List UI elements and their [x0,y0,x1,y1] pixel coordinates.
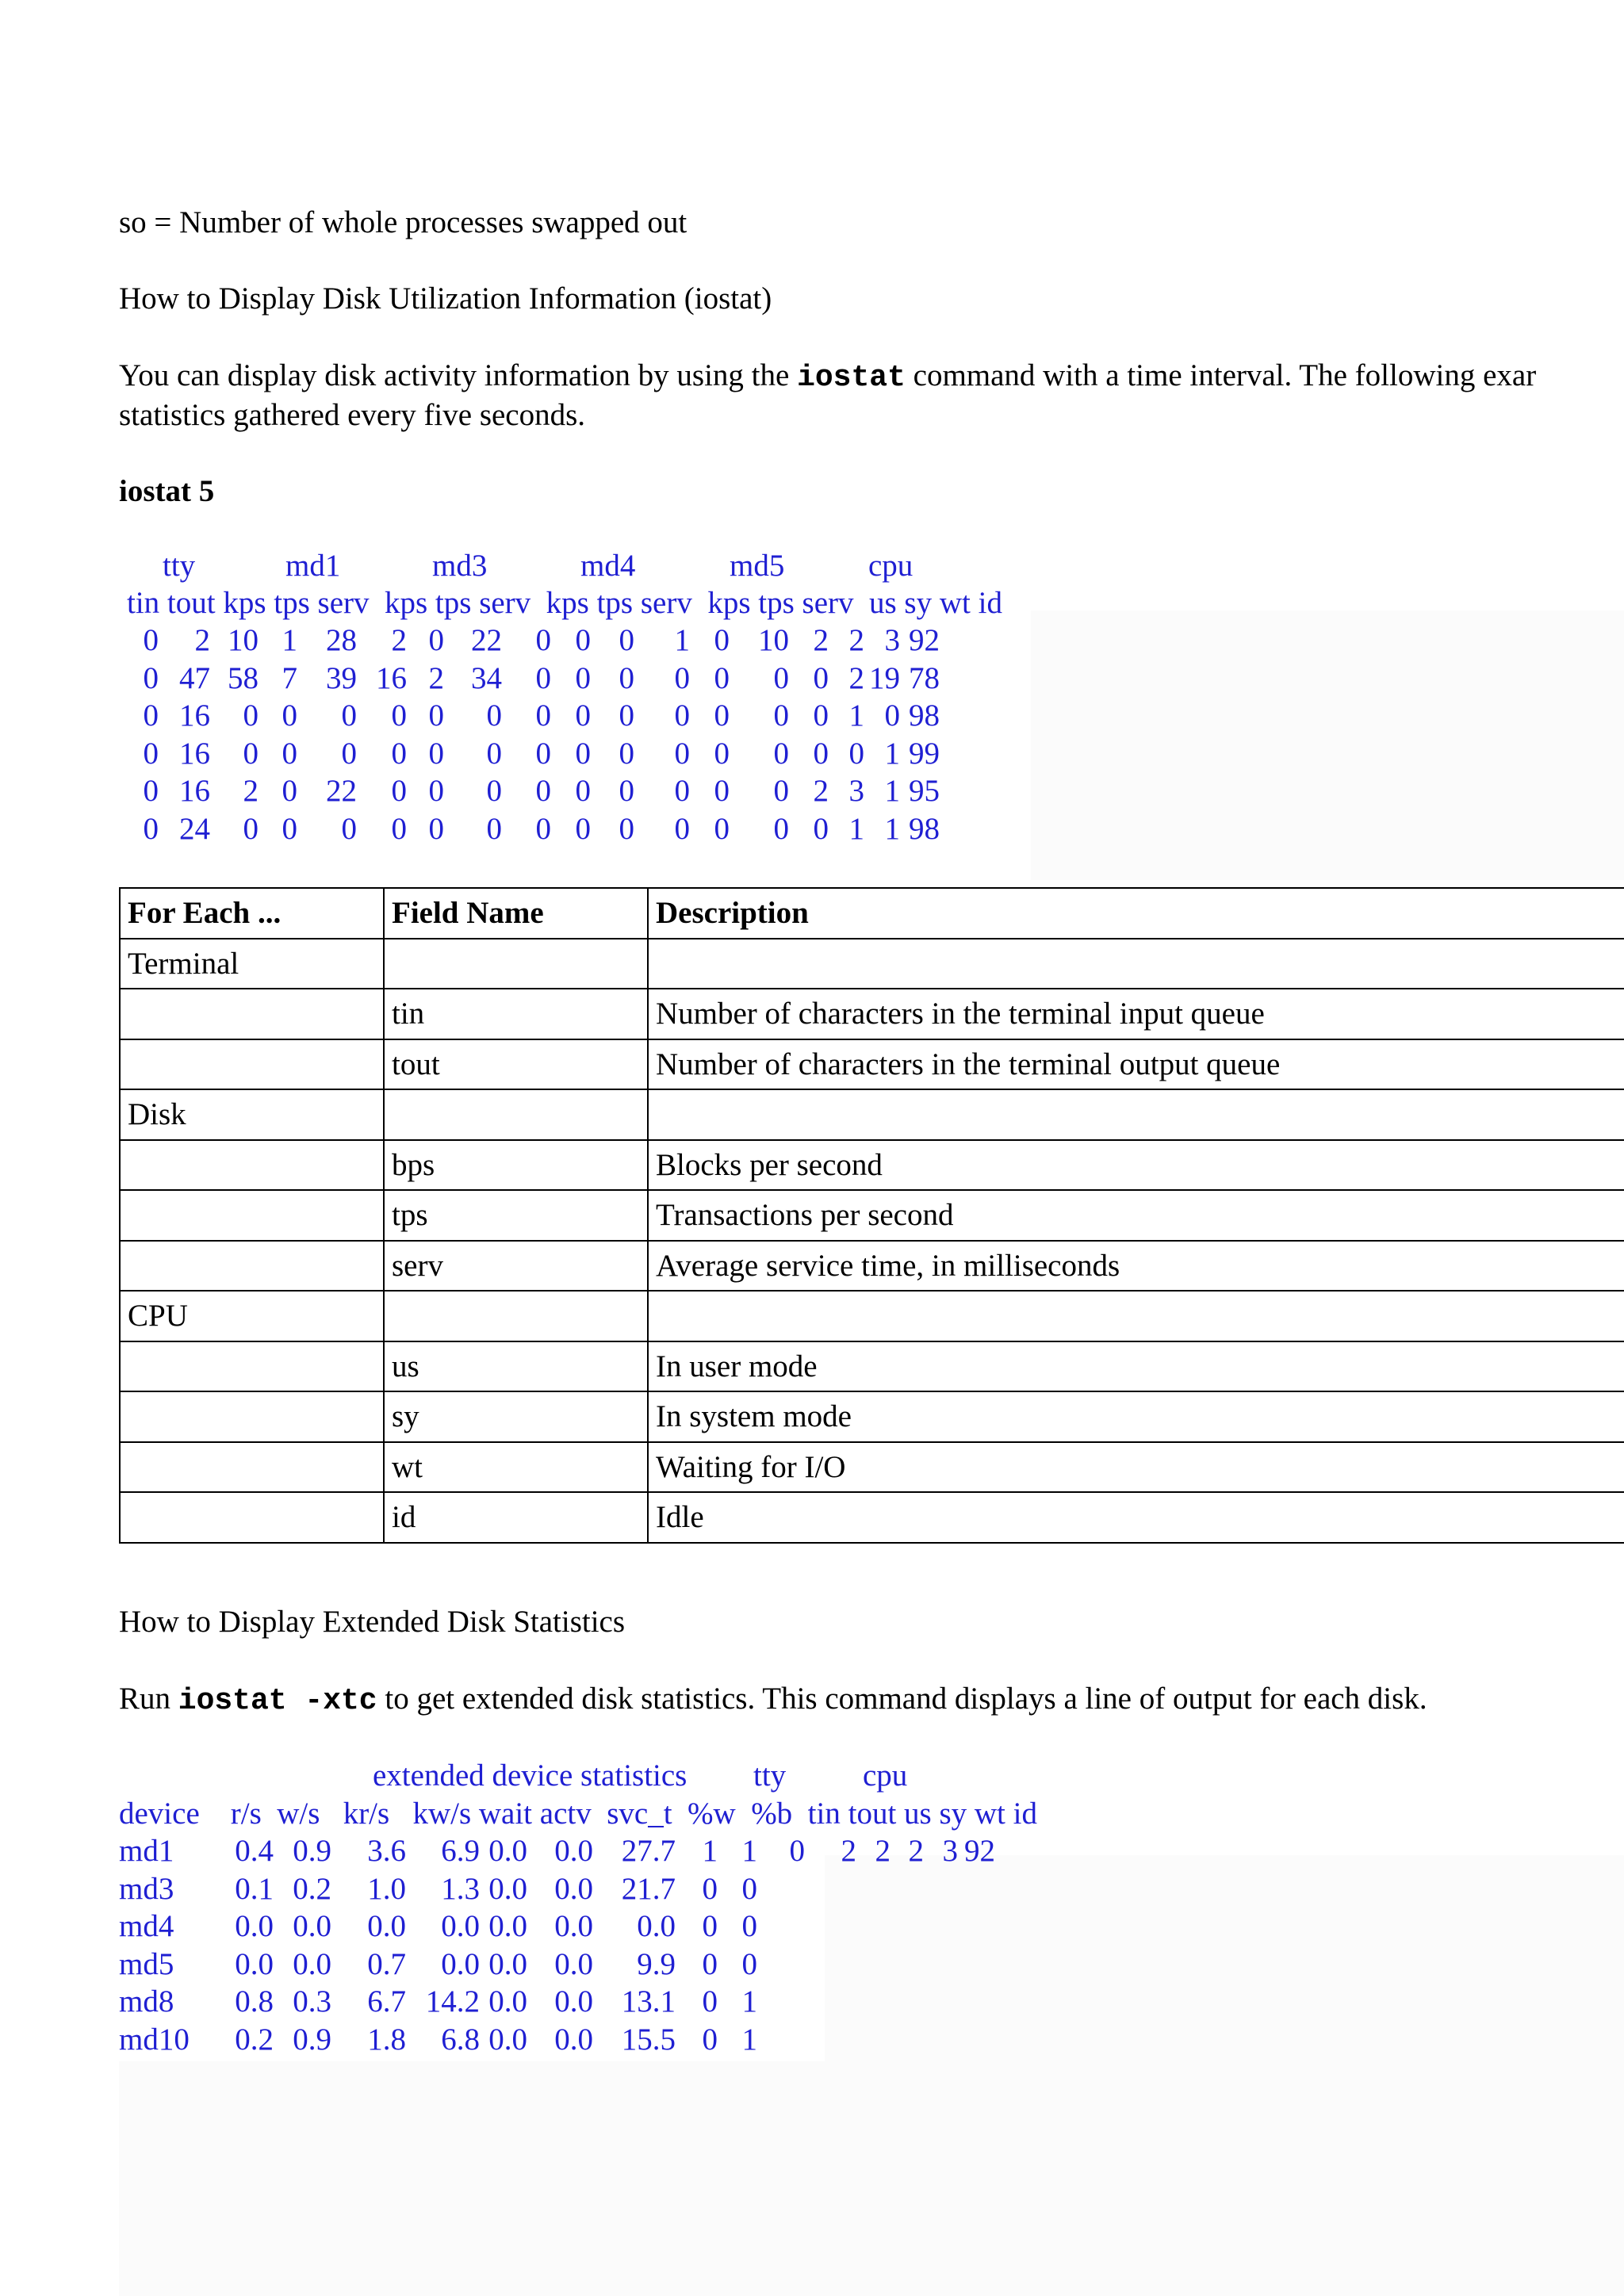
extended-cell: 0.0 [293,1946,331,1981]
cell-description: Number of characters in the terminal output queue [648,1039,1624,1090]
cell-description [648,1089,1624,1140]
iostat-cell: 0 [575,736,591,771]
iostat-cell: 1 [848,811,864,846]
cell-category [120,1190,384,1241]
extended-cell: 3 [942,1834,958,1868]
extended-device-name: md8 [119,1984,174,2019]
cell-description: Idle [648,1492,1624,1543]
cell-field-name [384,939,648,989]
heading-disk-utilization: How to Display Disk Utilization Information (iostat) [119,281,772,316]
extended-cell: 0.0 [293,1909,331,1943]
iostat-cell: 0 [341,811,357,846]
iostat-cell: 0 [143,774,159,808]
iostat-cell: 0 [282,811,297,846]
table-row [120,1039,1624,1090]
extended-cell: 1.8 [367,2022,406,2057]
extended-cell: 2 [908,1834,924,1868]
extended-cell: 0.7 [367,1946,406,1981]
iostat-cell: 0 [486,736,502,771]
shade-bottom [119,2061,1624,2296]
cell-description: In user mode [648,1341,1624,1392]
cell-field-name: wt [384,1442,648,1493]
extended-cell: 3.6 [367,1834,406,1868]
inline-command-iostat-xtc: iostat -xtc [178,1684,377,1718]
table-row [120,939,1624,989]
iostat-cell: 0 [714,811,730,846]
iostat-cell: 0 [391,736,407,771]
table-row [120,1341,1624,1392]
extended-device-name: md10 [119,2022,190,2057]
cell-field-name [384,1089,648,1140]
extended-cell: 1.0 [367,1871,406,1906]
cell-field-name: tin [384,989,648,1039]
iostat-group-header: tty [163,549,196,583]
iostat-cell: 0 [341,736,357,771]
cell-description: Average service time, in milliseconds [648,1241,1624,1292]
table-row [120,989,1624,1039]
iostat-cell: 0 [674,736,690,771]
iostat-cell: 0 [773,698,789,733]
cell-field-name: bps [384,1140,648,1191]
cell-category [120,1039,384,1090]
iostat-cell: 2 [243,774,259,808]
extended-device-name: md3 [119,1871,174,1906]
cell-category: Disk [120,1089,384,1140]
table-row [120,1140,1624,1191]
extended-cell: 0.0 [441,1946,480,1981]
iostat-cell: 0 [575,623,591,657]
extended-cell: 0.1 [235,1871,274,1906]
cell-description [648,1291,1624,1341]
extended-cell: 0.2 [293,1871,331,1906]
iostat-cell: 0 [714,698,730,733]
extended-cell: 0 [702,1984,718,2019]
iostat-cell: 0 [674,698,690,733]
so-definition: so = Number of whole processes swapped out [119,205,688,239]
iostat-group-header: cpu [868,549,914,583]
paragraph-ext-text: Run [119,1682,178,1716]
extended-cell: 0.0 [554,1909,593,1943]
iostat-cell: 0 [813,736,829,771]
extended-title-cpu: cpu [863,1758,908,1793]
iostat-cell: 0 [486,698,502,733]
iostat-cell: 0 [813,811,829,846]
iostat-group-header: md5 [730,549,785,583]
cell-field-name: id [384,1492,648,1543]
iostat-cell: 2 [391,623,407,657]
extended-cell: 0.0 [235,1909,274,1943]
extended-device-name: md4 [119,1909,174,1943]
iostat-cell: 58 [228,660,259,695]
cell-category [120,1442,384,1493]
extended-cell: 13.1 [621,1984,676,2019]
iostat-cell: 16 [376,660,407,695]
iostat-cell: 2 [813,623,829,657]
iostat-cell: 0 [282,736,297,771]
iostat-cell: 0 [428,811,444,846]
extended-cell: 0 [702,2022,718,2057]
iostat-cell: 2 [848,660,864,695]
iostat-cell: 0 [143,623,159,657]
iostat-cell: 0 [773,736,789,771]
iostat-cell: 0 [714,623,730,657]
iostat-cell: 0 [535,736,551,771]
cell-category [120,1341,384,1392]
table-row [120,1442,1624,1493]
heading-extended-disk: How to Display Extended Disk Statistics [119,1605,626,1639]
cell-description: Number of characters in the terminal input queue [648,989,1624,1039]
iostat-cell: 0 [428,623,444,657]
iostat-cell: 78 [909,660,940,695]
extended-cell: 0.2 [235,2022,274,2057]
extended-cell: 1 [741,2022,757,2057]
iostat-cell: 28 [326,623,357,657]
cell-description: Waiting for I/O [648,1442,1624,1493]
iostat-cell: 2 [428,660,444,695]
paragraph-text-cont: command with a time interval. The following exar [905,358,1537,392]
iostat-cell: 99 [909,736,940,771]
iostat-cell: 0 [575,698,591,733]
iostat-cell: 1 [884,736,900,771]
extended-cell: 0.0 [554,1946,593,1981]
header-field-name: Field Name [384,888,648,939]
extended-cell: 0.0 [554,1984,593,2019]
iostat-cell: 0 [619,736,634,771]
extended-cell: 0.8 [235,1984,274,2019]
extended-cell: 27.7 [621,1834,676,1868]
iostat-cell: 47 [179,660,210,695]
cell-field-name: sy [384,1391,648,1442]
fields-table [119,887,1624,1544]
iostat-cell: 0 [674,774,690,808]
iostat-cell: 3 [884,623,900,657]
extended-cell: 0 [741,1946,757,1981]
iostat-cell: 0 [535,698,551,733]
extended-cell: 0.0 [554,1834,593,1868]
paragraph-iostat [119,357,1536,397]
iostat-cell: 0 [714,774,730,808]
extended-cell: 1 [702,1834,718,1868]
iostat-cell: 0 [575,774,591,808]
extended-cell: 0 [702,1909,718,1943]
extended-title: extended device statistics [373,1758,688,1793]
iostat-cell: 0 [486,774,502,808]
extended-cell: 1.3 [441,1871,480,1906]
iostat-cell: 0 [619,811,634,846]
iostat-cell: 0 [535,774,551,808]
shade-output-1 [1031,610,1624,880]
extended-device-name: md5 [119,1946,174,1981]
cell-field-name: tps [384,1190,648,1241]
extended-cell: 0.0 [554,1871,593,1906]
iostat-cell: 16 [179,736,210,771]
extended-cell: 0.4 [235,1834,274,1868]
iostat-cell: 0 [282,698,297,733]
extended-cell: 2 [875,1834,891,1868]
iostat-cell: 2 [194,623,210,657]
iostat-group-header: md1 [285,549,341,583]
cell-category [120,1492,384,1543]
iostat-cell: 0 [535,623,551,657]
iostat-cell: 0 [884,698,900,733]
cell-category [120,1140,384,1191]
extended-cell: 1 [741,1834,757,1868]
extended-cell: 6.7 [367,1984,406,2019]
iostat-cell: 0 [848,736,864,771]
iostat-cell: 2 [813,774,829,808]
iostat-cell: 16 [179,774,210,808]
extended-cell: 0 [702,1946,718,1981]
extended-cell: 14.2 [425,1984,480,2019]
iostat-cell: 98 [909,811,940,846]
iostat-cell: 0 [714,736,730,771]
iostat-cell: 1 [282,623,297,657]
iostat-cell: 0 [619,660,634,695]
iostat-cell: 0 [773,811,789,846]
table-row [120,1241,1624,1292]
iostat-cell: 0 [428,698,444,733]
iostat-cell: 0 [575,660,591,695]
iostat-column-header: tin tout kps tps serv kps tps serv kps tps serv kps tps serv us sy wt id [127,586,1002,620]
extended-cell: 2 [841,1834,856,1868]
command-iostat-5: iostat 5 [119,474,215,508]
iostat-cell: 0 [143,811,159,846]
extended-cell: 0.0 [637,1909,676,1943]
extended-cell: 0.9 [293,1834,331,1868]
extended-cell: 6.8 [441,2022,480,2057]
table-row [120,1391,1624,1442]
table-row [120,1190,1624,1241]
extended-cell: 0 [702,1871,718,1906]
header-for-each: For Each ... [120,888,384,939]
iostat-cell: 19 [869,660,900,695]
iostat-cell: 0 [619,623,634,657]
cell-description: Transactions per second [648,1190,1624,1241]
iostat-cell: 0 [341,698,357,733]
extended-cell: 0.0 [367,1909,406,1943]
cell-category: Terminal [120,939,384,989]
iostat-cell: 0 [391,698,407,733]
table-row [120,1291,1624,1341]
extended-cell: 0.9 [293,2022,331,2057]
iostat-cell: 1 [884,811,900,846]
iostat-cell: 0 [773,774,789,808]
extended-cell: 0 [741,1871,757,1906]
paragraph-iostat-line2: statistics gathered every five seconds. [119,398,586,432]
iostat-cell: 0 [813,698,829,733]
iostat-cell: 0 [813,660,829,695]
iostat-cell: 0 [391,774,407,808]
iostat-cell: 0 [428,774,444,808]
iostat-cell: 0 [143,660,159,695]
cell-description: In system mode [648,1391,1624,1442]
iostat-cell: 22 [326,774,357,808]
extended-cell: 92 [964,1834,995,1868]
iostat-cell: 0 [243,698,259,733]
cell-field-name: us [384,1341,648,1392]
cell-field-name: tout [384,1039,648,1090]
iostat-cell: 34 [471,660,502,695]
extended-cell: 1 [741,1984,757,2019]
extended-cell: 0.0 [488,1946,527,1981]
paragraph-text: You can display disk activity information by using the [119,358,798,392]
iostat-cell: 10 [228,623,259,657]
iostat-group-header: md4 [580,549,636,583]
table-row [120,1492,1624,1543]
iostat-cell: 0 [143,698,159,733]
iostat-cell: 0 [243,811,259,846]
cell-category [120,1241,384,1292]
iostat-cell: 2 [848,623,864,657]
cell-field-name: serv [384,1241,648,1292]
extended-column-header: device r/s w/s kr/s kw/s wait actv svc_t %w %b tin tout us sy wt id [119,1797,1037,1831]
iostat-cell: 22 [471,623,502,657]
iostat-cell: 95 [909,774,940,808]
extended-cell: 6.9 [441,1834,480,1868]
extended-cell: 0.0 [488,1984,527,2019]
iostat-cell: 0 [674,660,690,695]
iostat-cell: 0 [674,811,690,846]
inline-command-iostat: iostat [797,361,906,395]
extended-cell: 0.0 [488,2022,527,2057]
iostat-cell: 7 [282,660,297,695]
extended-cell: 0.0 [441,1909,480,1943]
extended-cell: 0.0 [488,1909,527,1943]
extended-cell: 0.0 [488,1834,527,1868]
extended-cell: 15.5 [621,2022,676,2057]
iostat-cell: 10 [758,623,789,657]
extended-cell: 0.0 [488,1871,527,1906]
iostat-cell: 1 [674,623,690,657]
extended-cell: 21.7 [621,1871,676,1906]
extended-device-name: md1 [119,1834,174,1868]
extended-cell: 9.9 [637,1946,676,1981]
extended-cell: 0 [789,1834,805,1868]
iostat-cell: 1 [848,698,864,733]
table-header-row [120,888,1624,939]
iostat-cell: 0 [143,736,159,771]
iostat-cell: 0 [391,811,407,846]
extended-cell: 0.3 [293,1984,331,2019]
cell-category [120,1391,384,1442]
iostat-cell: 0 [428,736,444,771]
iostat-cell: 0 [773,660,789,695]
cell-description [648,939,1624,989]
extended-cell: 0.0 [235,1946,274,1981]
iostat-cell: 92 [909,623,940,657]
iostat-cell: 98 [909,698,940,733]
iostat-cell: 16 [179,698,210,733]
iostat-cell: 0 [575,811,591,846]
extended-cell: 0.0 [554,2022,593,2057]
iostat-cell: 39 [326,660,357,695]
iostat-cell: 0 [486,811,502,846]
iostat-cell: 24 [179,811,210,846]
cell-category: CPU [120,1291,384,1341]
iostat-cell: 1 [884,774,900,808]
iostat-cell: 0 [619,698,634,733]
cell-category [120,989,384,1039]
iostat-cell: 0 [282,774,297,808]
cell-field-name [384,1291,648,1341]
extended-title-tty: tty [753,1758,787,1793]
paragraph-extended [119,1680,1427,1720]
iostat-cell: 0 [535,811,551,846]
table-row [120,1089,1624,1140]
iostat-cell: 0 [619,774,634,808]
header-description: Description [648,888,1624,939]
paragraph-ext-text-cont: to get extended disk statistics. This command displays a line of output for each disk. [377,1682,1427,1716]
extended-cell: 0 [741,1909,757,1943]
iostat-cell: 0 [535,660,551,695]
cell-description: Blocks per second [648,1140,1624,1191]
iostat-cell: 3 [848,774,864,808]
iostat-cell: 0 [243,736,259,771]
iostat-cell: 0 [714,660,730,695]
iostat-group-header: md3 [432,549,488,583]
